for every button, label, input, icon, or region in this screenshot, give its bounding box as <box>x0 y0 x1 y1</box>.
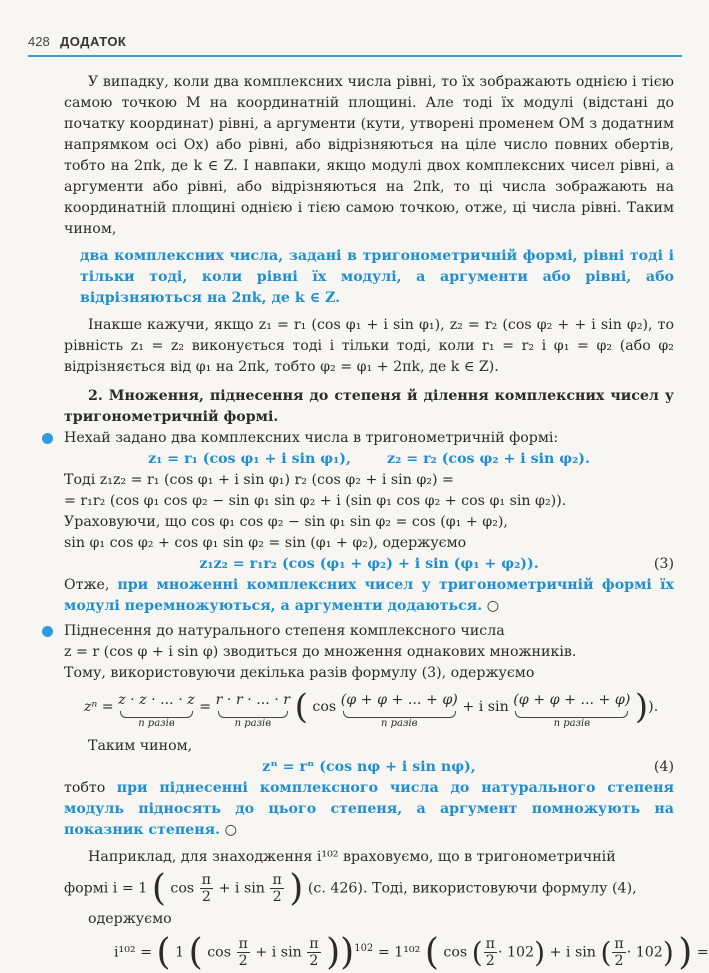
equals-sign: = <box>377 944 390 961</box>
section-heading-multiplication: 2. Множення, піднесення до степеня й ділення комплексних чисел у тригонометричній формі. <box>64 388 674 425</box>
mult-line3: Ураховуючи, що cos φ₁ cos φ₂ − sin φ₁ sin φ₂ = cos (φ₁ + φ₂), <box>64 514 508 530</box>
paragraph-equality: У випадку, коли два комплексних числа рівні, то їх зображають однією і тією самою точкою M на координатній площині. Але тоді їх модулі (відстані до початку координат) рівні, а аргументи (кути, утворені променем OM з додатним напрямком осі Ox) або рівні, або відрізняються на ціле число повних обертів, тобто на 2πk, де k ∈ Z. І навпаки, якщо модулі двох комплексних чисел рівні, а аргументи або рівні, або відрізняються на 2πk, то ці числа зображають на координатній площині однією і тією самою точкою, отже, ці числа рівні. Таким чином, <box>64 74 674 237</box>
underbrace <box>343 711 456 718</box>
example-expansion <box>114 932 709 973</box>
fraction-pi-2 <box>237 936 250 969</box>
example-form-prefix: формі i = 1 <box>64 880 148 897</box>
times-102: · 102 <box>626 944 663 961</box>
isin-label: + i sin <box>549 944 596 961</box>
z-product-text: z · z · ... · z <box>118 692 195 708</box>
underbrace <box>120 711 193 718</box>
n-times-label: n разів <box>234 718 272 729</box>
power-conclusion-rule: при піднесенні комплексного числа до натурального степеня модуль підносять до цього степеня, а аргумент помножують на показник степеня. <box>64 780 675 838</box>
cos-label: cos <box>170 880 195 897</box>
example-ref: (с. 426). Тоді, використовуючи формулу (4), <box>307 880 637 897</box>
numerator: π <box>309 936 319 952</box>
open-paren: ( <box>294 687 308 727</box>
close-paren: ) <box>289 868 304 909</box>
equals-sign: = <box>199 699 212 715</box>
i-power-102: i¹⁰² <box>114 944 136 961</box>
open-paren: ( <box>188 932 203 973</box>
open-paren: ( <box>424 932 439 973</box>
mult-intro <box>64 428 674 449</box>
denominator: 2 <box>309 953 319 969</box>
close-paren: ) <box>662 936 674 969</box>
close-paren: ) <box>634 687 649 727</box>
power-conclusion <box>64 778 674 841</box>
denominator: 2 <box>272 889 282 905</box>
isin-label: + i sin <box>255 944 302 961</box>
exponent-102: 102 <box>354 942 374 954</box>
fraction-pi-2 <box>307 936 320 969</box>
equals-sign: = <box>696 944 709 961</box>
open-paren: ( <box>600 936 612 969</box>
power-expansion <box>84 687 674 730</box>
open-paren: ( <box>471 936 483 969</box>
cos-label: cos <box>207 944 231 961</box>
page-header <box>0 30 700 56</box>
power-intro1: Піднесення до натурального степеня комплексного числа <box>64 621 674 642</box>
power-intro2: z = r (cos φ + i sin φ) зводиться до множення однакових множників. <box>64 644 577 660</box>
example-line1: Наприклад, для знаходження i¹⁰² враховуємо, що в тригонометричній <box>88 849 616 865</box>
isin-label: + i sin <box>462 699 509 715</box>
r-product-text: r · r · ... · r <box>215 692 291 708</box>
n-times-label: n разів <box>138 718 175 729</box>
equation-number-3: (3) <box>653 556 674 572</box>
denominator: 2 <box>201 889 211 905</box>
mult-conclusion-rule: при множенні комплексних чисел у тригонометричній формі їх модулі перемножуються, а аргументи додаються. <box>64 577 674 614</box>
end-mark: ○ <box>224 822 238 838</box>
section-title: ДОДАТОК <box>60 34 127 49</box>
header-rule <box>28 55 682 57</box>
numerator: π <box>485 936 495 952</box>
fraction-pi-2 <box>484 936 497 969</box>
mult-conclusion-prefix: Отже, <box>64 577 110 593</box>
phi-sum-1 <box>341 690 458 730</box>
cos-label: cos <box>443 944 468 961</box>
close-paren: ) <box>678 932 693 973</box>
numerator: π <box>201 872 211 888</box>
equation-4 <box>64 757 674 778</box>
paragraph-otherwise: Інакше кажучи, якщо z₁ = r₁ (cos φ₁ + i sin φ₁), z₂ = r₂ (cos φ₂ + + i sin φ₂), то рівність z₁ = z₂ виконується тоді і тільки тоді, коли r₁ = r₂ і φ₁ = φ₂ (або φ₂ відрізняється від φ₁ на 2πk, тобто φ₂ = φ₁ + 2πk, де k ∈ Z). <box>64 317 674 375</box>
equals-sign: = <box>101 699 114 715</box>
close-paren: ) <box>326 932 341 973</box>
underbrace <box>218 711 288 718</box>
close-paren: ) <box>534 936 545 969</box>
power-intro3: Тому, використовуючи декілька разів формулу (3), одержуємо <box>64 665 535 681</box>
formula-z1: z₁ = r₁ (cos φ₁ + i sin φ₁), <box>148 451 351 467</box>
cos-label: cos <box>312 699 337 715</box>
fraction-pi-2 <box>270 872 283 905</box>
z-product <box>118 690 195 730</box>
power-tak: Таким чином, <box>88 738 193 754</box>
equals-sign: = <box>140 944 153 961</box>
close-paren: ) <box>340 932 355 973</box>
equation-3 <box>64 554 674 575</box>
page-number: 428 <box>28 34 50 49</box>
mult-line1: Тоді z₁z₂ = r₁ (cos φ₁ + i sin φ₁) r₂ (cos φ₂ + i sin φ₂) = <box>64 472 454 488</box>
page-content <box>64 72 709 973</box>
rule-equality: два комплексних числа, задані в тригонометричній формі, рівні тоді і тільки тоді, коли рівні їх модулі, а аргументи або рівні, або відрізняються на 2πk, де k ∈ Z. <box>80 248 674 306</box>
example-form <box>64 868 674 909</box>
formula-z2: z₂ = r₂ (cos φ₂ + i sin φ₂). <box>387 451 590 467</box>
mult-conclusion <box>64 575 674 617</box>
fraction-pi-2 <box>200 872 213 905</box>
phi-sum-text: (φ + φ + ... + φ) <box>340 692 458 708</box>
underbrace <box>515 711 628 718</box>
end-mark: ○ <box>486 598 500 614</box>
one: 1 <box>175 944 185 961</box>
open-paren: ( <box>156 932 171 973</box>
r-product <box>216 690 290 730</box>
numerator: π <box>614 936 624 952</box>
close-dot: ). <box>648 699 659 715</box>
denominator: 2 <box>485 953 495 969</box>
power-conclusion-prefix: тобто <box>64 780 106 796</box>
isin-label: + i sin <box>218 880 265 897</box>
phi-sum-text: (φ + φ + ... + φ) <box>513 692 631 708</box>
times-102: · 102 <box>497 944 535 961</box>
n-times-label: n разів <box>381 718 418 729</box>
formula-3: z₁z₂ = r₁r₂ (cos (φ₁ + φ₂) + i sin (φ₁ + φ₂)). <box>199 556 539 572</box>
denominator: 2 <box>238 953 248 969</box>
fraction-pi-2 <box>612 936 625 969</box>
mult-given <box>64 449 674 470</box>
mult-line4: sin φ₁ cos φ₂ + cos φ₁ sin φ₂ = sin (φ₁ + φ₂), одержуємо <box>64 535 467 551</box>
denominator: 2 <box>614 953 624 969</box>
open-paren: ( <box>151 868 166 909</box>
equation-number-4: (4) <box>653 759 674 775</box>
numerator: π <box>238 936 248 952</box>
mult-intro-text: Нехай задано два комплексних числа в тригонометричній формі: <box>64 430 559 446</box>
example-oder: одержуємо <box>88 911 172 927</box>
n-times-label: n разів <box>553 718 591 729</box>
numerator: π <box>272 872 282 888</box>
formula-4: zⁿ = rⁿ (cos nφ + i sin nφ), <box>262 759 476 775</box>
one-power-102: 1¹⁰² <box>394 944 421 961</box>
mult-line2: = r₁r₂ (cos φ₁ cos φ₂ − sin φ₁ sin φ₂ + i (sin φ₁ cos φ₂ + cos φ₁ sin φ₂)). <box>64 493 567 509</box>
phi-sum-2 <box>513 690 630 730</box>
zn: zⁿ <box>84 699 98 715</box>
